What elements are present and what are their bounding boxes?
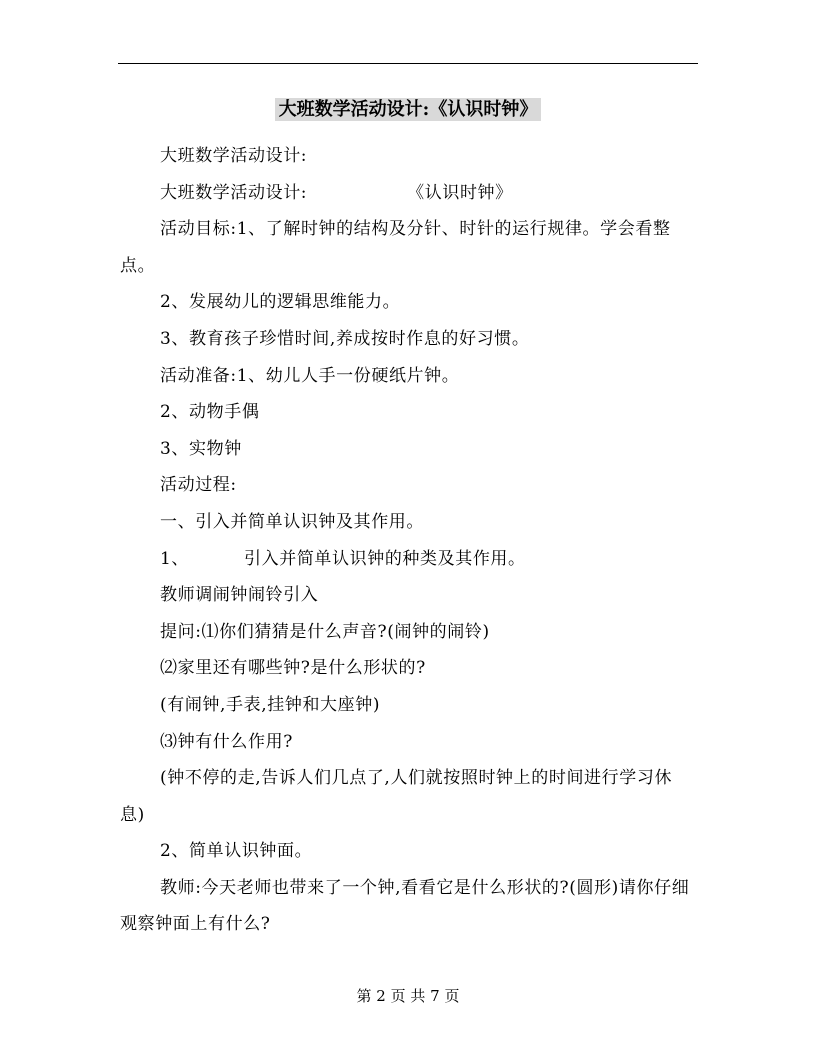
paragraph-2-label: 大班数学活动设计:: [160, 182, 308, 203]
paragraph-preparation-2: 2、动物手偶: [160, 402, 260, 423]
paragraph-step-1-1-number: 1、: [160, 548, 190, 569]
page-number-footer: 第 2 页 共 7 页: [356, 987, 460, 1005]
paragraph-preparation-1: 活动准备:1、幼儿人手一份硬纸片钟。: [160, 365, 460, 386]
paragraph-question-1: 提问:⑴你们猜猜是什么声音?(闹钟的闹铃): [160, 621, 490, 642]
paragraph-step-1-2: 2、简单认识钟面。: [160, 841, 313, 862]
paragraph-process-heading: 活动过程:: [160, 475, 237, 496]
paragraph-step-1-1: [120, 541, 696, 578]
paragraph-answer-3: (钟不停的走,告诉人们几点了,人们就按照时钟上的时间进行学习休息): [120, 768, 673, 825]
paragraph-objectives-3: 3、教育孩子珍惜时间,养成按时作息的好习惯。: [160, 328, 530, 349]
header-rule: [118, 63, 698, 64]
paragraph-2-title: 《认识时钟》: [407, 182, 513, 203]
paragraph-1: 大班数学活动设计:: [160, 146, 308, 166]
paragraph-2: [120, 175, 696, 212]
paragraph-objectives-1: 活动目标:1、了解时钟的结构及分针、时针的运行规律。学会看整点。: [120, 219, 671, 276]
paragraph-step-1: 一、引入并简单认识钟及其作用。: [160, 511, 424, 532]
document-title-text: 大班数学活动设计:《认识时钟》: [275, 98, 542, 121]
document-body: [120, 138, 696, 943]
document-title: [0, 96, 816, 124]
paragraph-teacher-question: 教师:今天老师也带来了一个钟,看看它是什么形状的?(圆形)请你仔细观察钟面上有什么?: [120, 877, 690, 935]
paragraph-teacher-intro: 教师调闹钟闹铃引入: [160, 585, 319, 606]
paragraph-answer-2: (有闹钟,手表,挂钟和大座钟): [160, 694, 381, 715]
paragraph-step-1-1-text: 引入并简单认识钟的种类及其作用。: [244, 548, 526, 569]
paragraph-question-3: ⑶钟有什么作用?: [160, 731, 293, 752]
paragraph-objectives-2: 2、发展幼儿的逻辑思维能力。: [160, 292, 401, 313]
paragraph-question-2: ⑵家里还有哪些钟?是什么形状的?: [160, 658, 426, 679]
paragraph-preparation-3: 3、实物钟: [160, 438, 242, 459]
